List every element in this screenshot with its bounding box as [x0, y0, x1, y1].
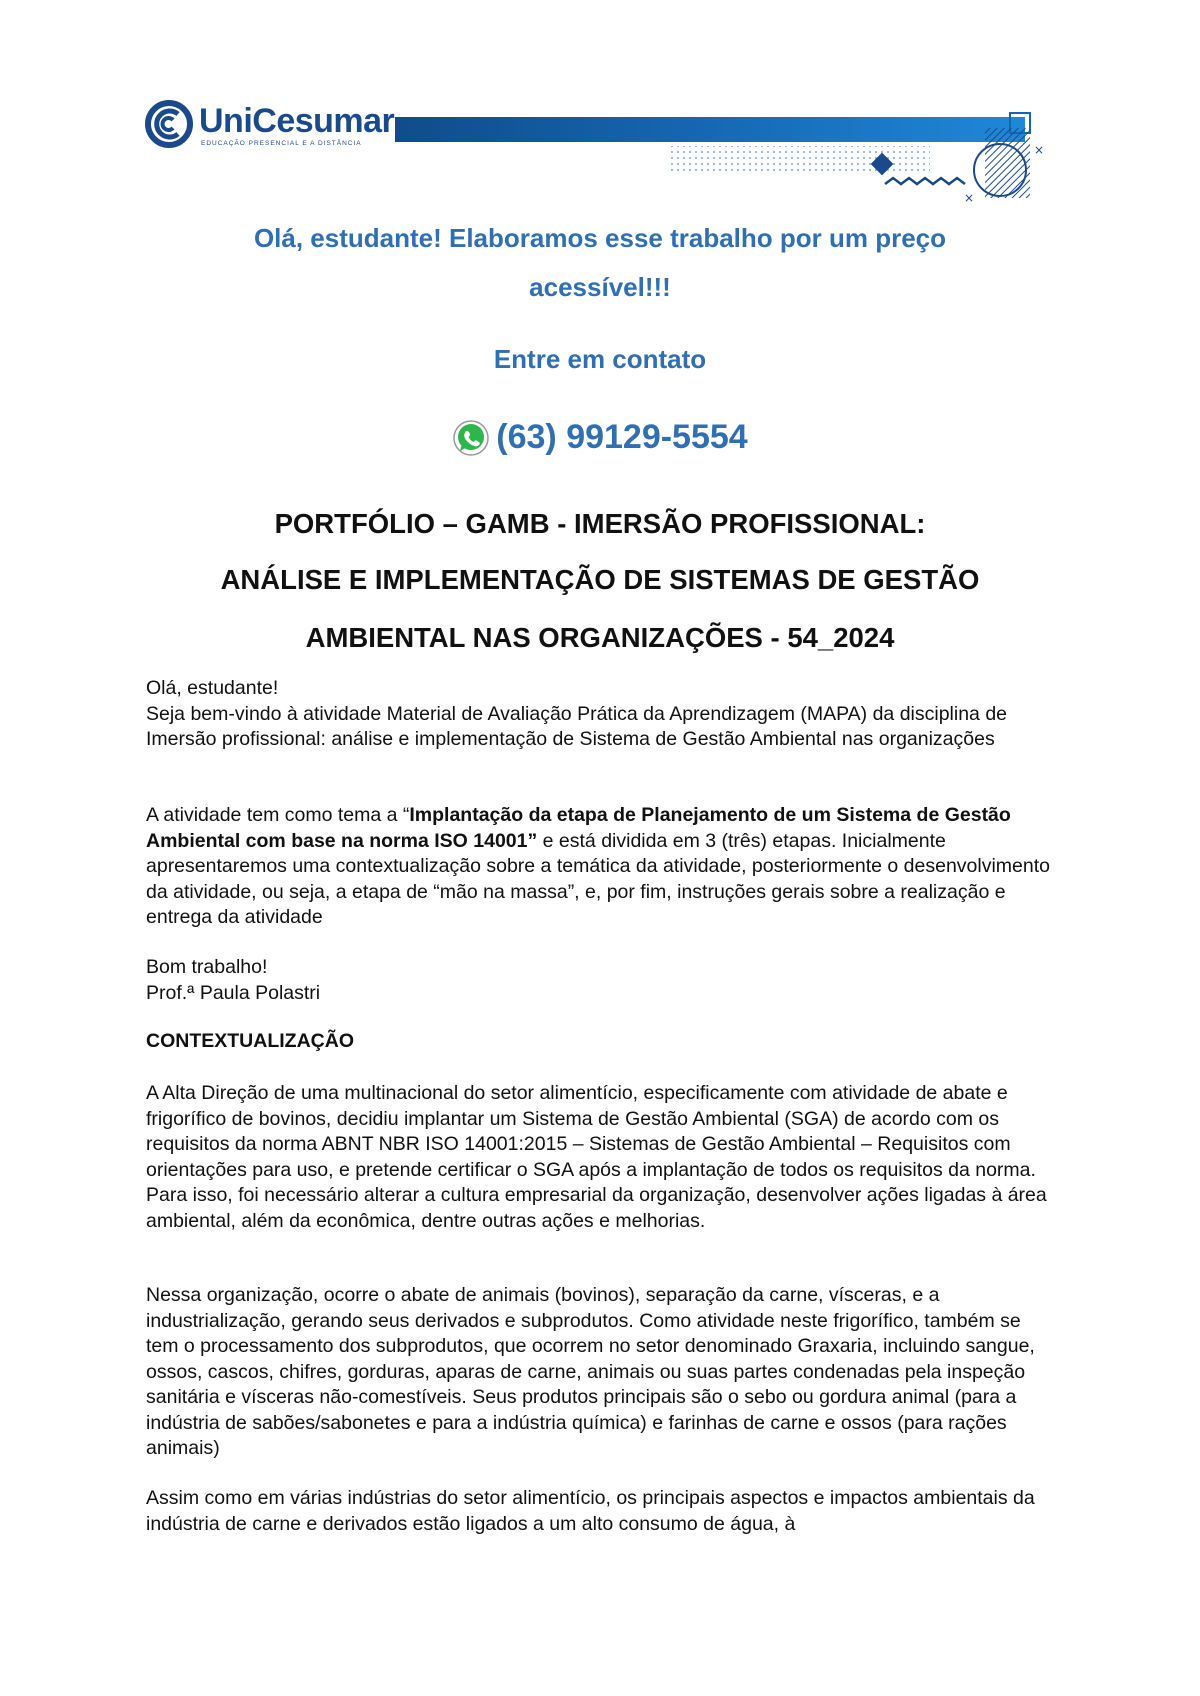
document-title-line-1: PORTFÓLIO – GAMB - IMERSÃO PROFISSIONAL:: [274, 508, 926, 539]
promo-line-2: acessível!!!: [529, 272, 671, 302]
brand-tagline: EDUCAÇÃO PRESENCIAL E A DISTÂNCIA: [201, 140, 362, 147]
intro-paragraph: [146, 676, 1056, 753]
svg-text:×: ×: [1034, 143, 1045, 157]
unicesumar-logo: [145, 100, 395, 152]
context-p3-text: Assim como em várias indústrias do setor alimentício, os principais aspectos e impactos ambientais da indústria de carne e derivados estão ligados a um alto consumo de água, à: [146, 1487, 1035, 1535]
intro-greeting: Olá, estudante!: [146, 677, 279, 699]
context-p1-text: A Alta Direção de uma multinacional do setor alimentício, especificamente com atividade de abate e frigorífico de bovinos, decidiu implantar um Sistema de Gestão Ambiental (SGA) de acordo com os requisitos da norma ABNT NBR ISO 14001:2015 – Sistemas de Gestão Ambiental – Requisitos com orientações para uso, e pretende certificar o SGA após a implantação de todos os requisitos da norma. Para isso, foi necessário alterar a cultura empresarial da organização, desenvolver ações ligadas à área ambiental, além da econômica, dentre outras ações e melhorias.: [146, 1082, 1047, 1232]
svg-text:×: ×: [964, 191, 975, 204]
document-title-line-2: ANÁLISE E IMPLEMENTAÇÃO DE SISTEMAS DE GESTÃO: [220, 564, 980, 595]
theme-paragraph: [146, 803, 1056, 931]
theme-bold: Implantação da etapa de Planejamento de um Sistema de Gestão Ambiental com base na norma ISO 14001: [146, 804, 1011, 852]
theme-suffix: e está dividida em 3 (três) etapas. Inicialmente apresentaremos uma contextualização sobre a temática da atividade, posteriormente o desenvolvimento da atividade, ou seja, a etapa de “mão na massa”, e, por fim, instruções gerais sobre a realização e entrega da atividade: [146, 829, 1051, 928]
header-decoration-icon: [670, 108, 1070, 204]
phone-number: (63) 99129-5554: [496, 418, 748, 456]
context-p2-text: Nessa organização, ocorre o abate de animais (bovinos), separação da carne, vísceras, e a industrialização, gerando seus derivados e subprodutos. Como atividade neste frigorífico, também se tem o processamento dos subprodutos, que ocorrem no setor denominado Graxaria, incluindo sangue, ossos, cascos, chifres, gorduras, aparas de carne, animais ou suas partes condenadas pela inspeção sanitária e vísceras não-comestíveis. Seus produtos principais são o sebo ou gordura animal (para a indústria de sabões/sabonetes e para a indústria química) e farinhas de carne e ossos (para rações animais): [146, 1284, 1035, 1459]
phone-contact: [0, 418, 1200, 462]
intro-welcome: Seja bem-vindo à atividade Material de Avaliação Prática da Aprendizagem (MAPA) da disciplina de Imersão profissional: análise e implementação de Sistema de Gestão Ambiental nas organizações: [146, 702, 1008, 750]
signoff-line-2: Prof.ª Paula Polastri: [146, 981, 321, 1004]
signoff-line-1: Bom trabalho!: [146, 956, 268, 978]
theme-prefix: A atividade tem como tema a “: [146, 804, 410, 826]
theme-bold-close: ”: [527, 829, 538, 852]
brand-name: UniCesumar: [199, 102, 395, 140]
context-paragraph-3: [146, 1486, 1056, 1537]
unicesumar-logo-icon: [145, 100, 193, 148]
whatsapp-icon: [452, 419, 490, 457]
section-heading: CONTEXTUALIZAÇÃO: [146, 1030, 354, 1052]
promo-contact-label: Entre em contato: [493, 344, 707, 374]
document-title-line-3: AMBIENTAL NAS ORGANIZAÇÕES - 54_2024: [305, 622, 895, 653]
context-paragraph-1: [146, 1081, 1056, 1234]
promo-line-1: Olá, estudante! Elaboramos esse trabalho por um preço: [253, 223, 947, 253]
signoff: [146, 955, 1056, 1006]
context-paragraph-2: [146, 1283, 1056, 1462]
document-header: [0, 0, 1200, 210]
